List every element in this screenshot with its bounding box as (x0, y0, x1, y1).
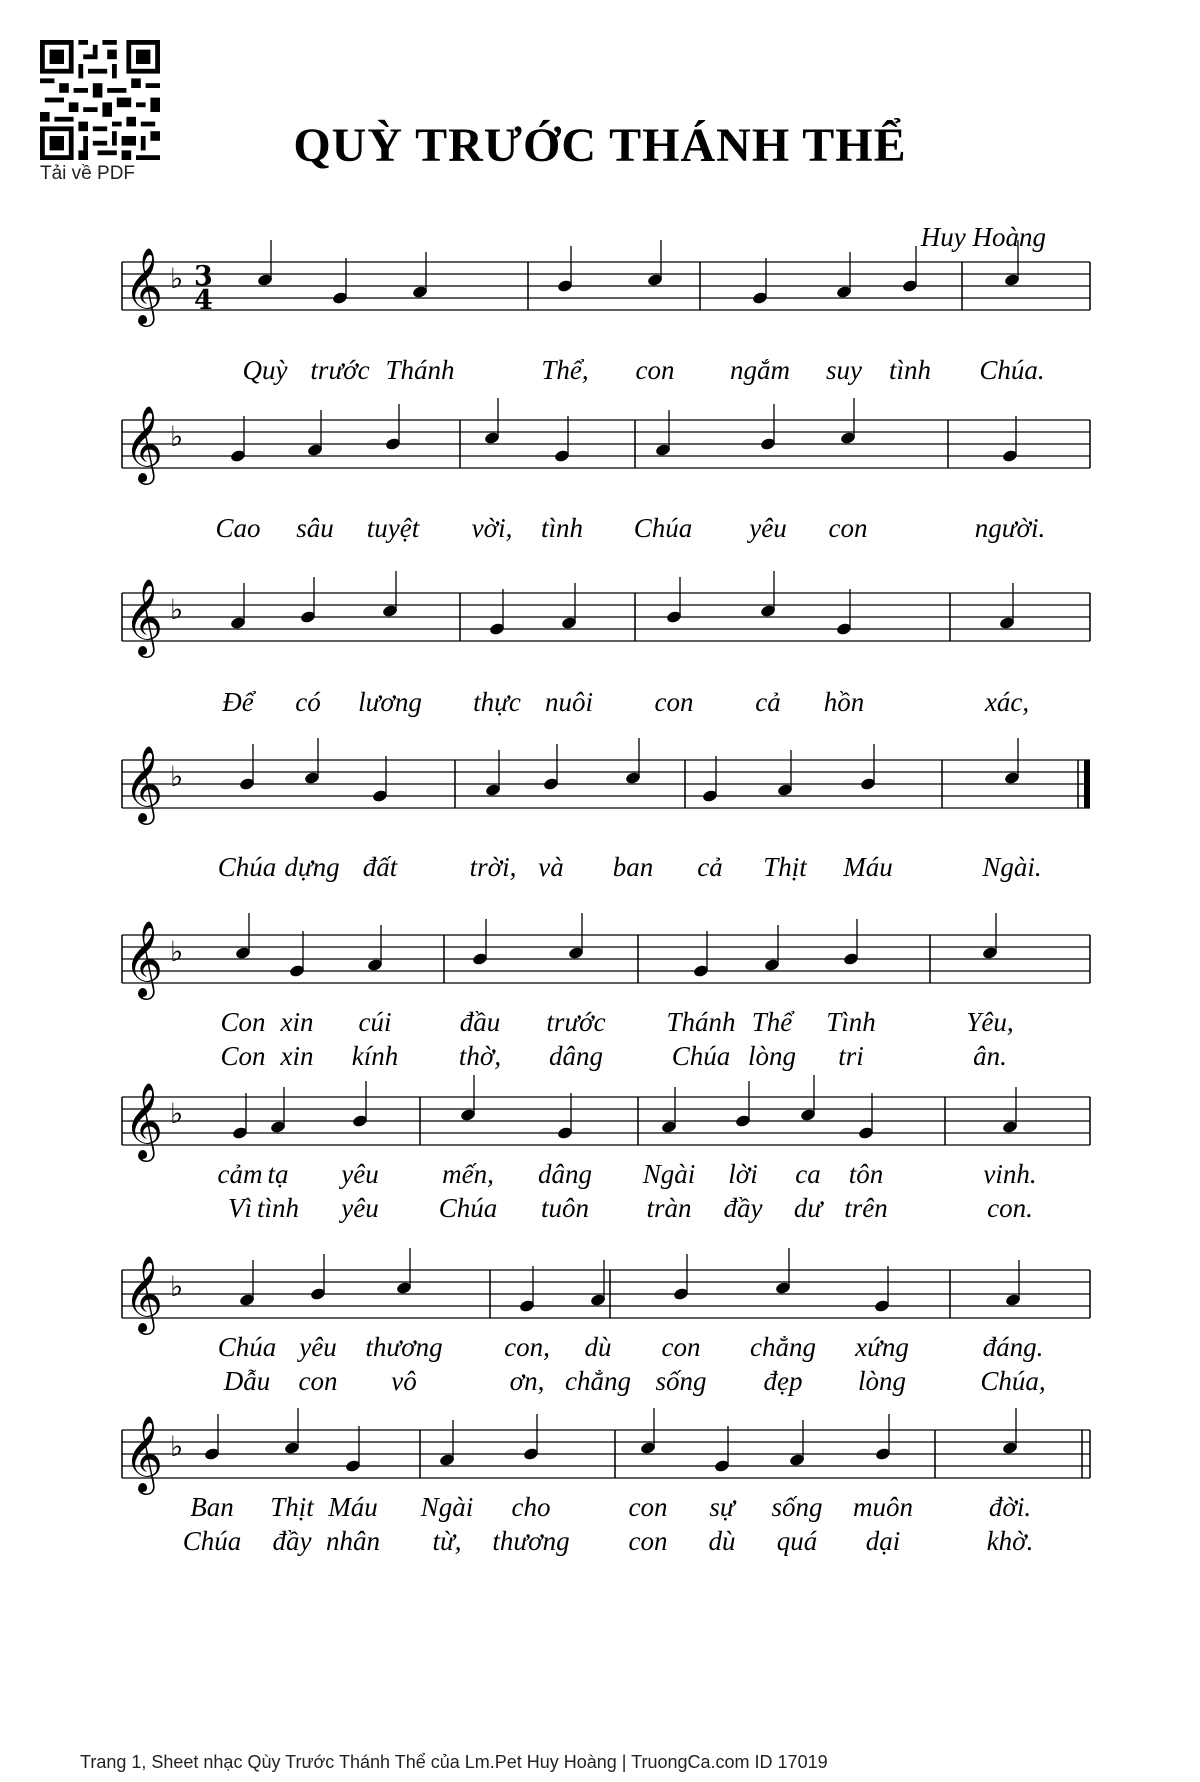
lyric-syllable: có (295, 687, 321, 717)
time-signature-bottom: 4 (194, 285, 213, 316)
lyric-syllable: Để (222, 687, 254, 717)
lyric-syllable: cúi (358, 1007, 392, 1037)
lyric-syllable: con, (504, 1332, 550, 1362)
lyric-syllable: lòng (747, 1041, 797, 1071)
final-barline (1084, 760, 1090, 808)
lyric-syllable: lương (358, 687, 422, 717)
lyric-syllable: Máu (843, 852, 893, 882)
staff (0, 232, 1200, 342)
music-system (0, 1067, 1200, 1257)
lyric-syllable: tôn (848, 1159, 884, 1189)
lyric-syllable: xứng (855, 1332, 909, 1362)
lyric-syllable: sự (709, 1492, 735, 1522)
lyric-syllable: đáng. (982, 1332, 1044, 1362)
lyric-syllable: Ngài (642, 1159, 696, 1189)
key-signature-flat-icon: ♭ (170, 760, 184, 793)
music-system (0, 390, 1200, 580)
lyric-syllable: vinh. (983, 1159, 1037, 1189)
lyric-syllable: xin (280, 1007, 314, 1037)
lyric-syllable: đầu (459, 1007, 501, 1037)
key-signature-flat-icon: ♭ (170, 1430, 184, 1463)
lyric-syllable: Chúa (217, 1332, 277, 1362)
lyric-syllable: Chúa (671, 1041, 731, 1071)
lyric-syllable: dư (793, 1193, 823, 1223)
lyric-line (0, 1366, 1200, 1400)
lyric-syllable: ban (612, 852, 654, 882)
lyric-syllable: trước (310, 355, 370, 385)
lyric-syllable: Chúa, (980, 1366, 1046, 1396)
treble-clef-icon: 𝄞 (124, 405, 164, 482)
staff (0, 563, 1200, 673)
lyric-syllable: muôn (853, 1492, 913, 1522)
treble-clef-icon: 𝄞 (124, 745, 164, 822)
lyric-syllable: tạ (267, 1159, 289, 1189)
lyric-syllable: Máu (328, 1492, 378, 1522)
lyric-syllable: trên (844, 1193, 888, 1223)
lyric-syllable: yêu (749, 513, 787, 543)
lyric-syllable: và (538, 852, 564, 882)
lyric-syllable: con (635, 355, 675, 385)
music-system (0, 730, 1200, 920)
lyric-syllable: con (661, 1332, 701, 1362)
lyric-syllable: mến, (442, 1159, 494, 1189)
lyric-syllable: Yêu, (966, 1007, 1014, 1037)
key-signature-flat-icon: ♭ (170, 262, 184, 295)
lyric-syllable: đẹp (763, 1366, 803, 1396)
lyric-line (0, 1492, 1200, 1526)
lyric-syllable: sống (655, 1366, 707, 1396)
lyric-syllable: Thể, (541, 355, 589, 385)
lyric-syllable: tri (838, 1041, 864, 1071)
lyric-syllable: lời (728, 1159, 758, 1189)
lyric-syllable: dù (708, 1526, 736, 1556)
lyric-syllable: xác, (984, 687, 1030, 717)
lyric-syllable: con (628, 1492, 668, 1522)
lyric-syllable: ca (795, 1159, 821, 1189)
lyric-line (0, 1193, 1200, 1227)
treble-clef-icon: 𝄞 (124, 920, 164, 997)
lyric-line (0, 1007, 1200, 1041)
treble-clef-icon: 𝄞 (124, 247, 164, 324)
lyric-line (0, 1526, 1200, 1560)
lyric-syllable: người. (974, 513, 1046, 543)
lyric-line (0, 852, 1200, 886)
lyric-syllable: dù (584, 1332, 612, 1362)
lyric-syllable: vô (391, 1366, 417, 1396)
lyric-syllable: tình (540, 513, 584, 543)
lyric-syllable: Chúa (633, 513, 693, 543)
staff (0, 390, 1200, 500)
staff (0, 905, 1200, 1015)
lyric-syllable: Chúa (217, 852, 277, 882)
lyric-line (0, 687, 1200, 721)
lyric-syllable: tình (888, 355, 932, 385)
lyric-syllable: Con (220, 1041, 266, 1071)
lyric-syllable: Thể (751, 1007, 793, 1037)
lyric-syllable: đầy (272, 1526, 312, 1556)
lyric-syllable: trước (546, 1007, 606, 1037)
key-signature-flat-icon: ♭ (170, 420, 184, 453)
lyric-syllable: trời, (469, 852, 517, 882)
download-pdf-link[interactable]: Tải về PDF (40, 163, 136, 184)
composer-name: Huy Hoàng (920, 222, 1046, 252)
lyric-syllable: yêu (341, 1159, 379, 1189)
lyric-syllable: Thịt (270, 1492, 314, 1522)
lyric-syllable: Chúa. (979, 355, 1045, 385)
lyric-syllable: kính (351, 1041, 399, 1071)
lyric-syllable: con (654, 687, 694, 717)
staff (0, 730, 1200, 840)
lyric-syllable: nuôi (544, 687, 594, 717)
lyric-syllable: thờ, (458, 1041, 502, 1071)
lyric-line (0, 513, 1200, 547)
lyric-syllable: yêu (299, 1332, 337, 1362)
lyric-syllable: Thịt (763, 852, 807, 882)
lyric-syllable: Con (220, 1007, 266, 1037)
lyric-syllable: tràn (646, 1193, 692, 1223)
lyric-syllable: Thánh (385, 355, 455, 385)
lyric-syllable: chẳng (750, 1332, 816, 1362)
lyric-syllable: đầy (723, 1193, 763, 1223)
time-signature-top: 3 (194, 261, 213, 292)
lyric-syllable: Tình (826, 1007, 876, 1037)
lyric-line (0, 1159, 1200, 1193)
lyric-syllable: Dẫu (223, 1366, 271, 1396)
lyric-syllable: con (828, 513, 868, 543)
lyric-syllable: lòng (857, 1366, 907, 1396)
key-signature-flat-icon: ♭ (170, 935, 184, 968)
lyric-syllable: sâu (296, 513, 334, 543)
lyric-syllable: Thánh (666, 1007, 736, 1037)
lyric-syllable: sống (771, 1492, 823, 1522)
lyric-syllable: Chúa (438, 1193, 498, 1223)
lyric-syllable: từ, (432, 1526, 462, 1556)
lyric-syllable: dựng (284, 852, 340, 882)
lyric-syllable: cả (697, 852, 723, 882)
lyric-syllable: cho (511, 1492, 551, 1522)
lyric-syllable: con. (987, 1193, 1033, 1223)
lyric-syllable: thương (492, 1526, 570, 1556)
music-system (0, 1400, 1200, 1590)
treble-clef-icon: 𝄞 (124, 578, 164, 655)
lyric-syllable: thực (473, 687, 521, 717)
lyric-syllable: xin (280, 1041, 314, 1071)
lyric-line (0, 1332, 1200, 1366)
lyric-syllable: Chúa (182, 1526, 242, 1556)
lyric-syllable: con (628, 1526, 668, 1556)
song-title: QUỲ TRƯỚC THÁNH THỂ (293, 119, 907, 172)
treble-clef-icon: 𝄞 (124, 1082, 164, 1159)
lyric-syllable: Ngài. (982, 852, 1042, 882)
lyric-line (0, 355, 1200, 389)
lyric-syllable: dâng (538, 1159, 592, 1189)
treble-clef-icon: 𝄞 (124, 1255, 164, 1332)
lyric-syllable: tình (256, 1193, 300, 1223)
lyric-syllable: cả (755, 687, 781, 717)
key-signature-flat-icon: ♭ (170, 593, 184, 626)
music-system (0, 563, 1200, 753)
lyric-syllable: dâng (549, 1041, 603, 1071)
lyric-syllable: đời. (988, 1492, 1032, 1522)
lyric-syllable: vời, (471, 513, 513, 543)
lyric-syllable: cảm (217, 1159, 263, 1189)
lyric-syllable: thương (365, 1332, 443, 1362)
lyric-syllable: nhân (326, 1526, 380, 1556)
lyric-syllable: con (298, 1366, 338, 1396)
key-signature-flat-icon: ♭ (170, 1270, 184, 1303)
treble-clef-icon: 𝄞 (124, 1415, 164, 1492)
lyric-syllable: yêu (341, 1193, 379, 1223)
lyric-syllable: ngắm (730, 355, 790, 385)
lyric-syllable: tuôn (540, 1193, 590, 1223)
lyric-syllable: hồn (823, 687, 865, 717)
key-signature-flat-icon: ♭ (170, 1097, 184, 1130)
lyric-syllable: quá (776, 1526, 818, 1556)
lyric-syllable: dại (865, 1526, 901, 1556)
lyric-syllable: Quỳ (242, 355, 288, 385)
lyric-syllable: chẳng (565, 1366, 631, 1396)
lyric-syllable: ơn, (509, 1366, 545, 1396)
lyric-syllable: khờ. (986, 1526, 1034, 1556)
page-footer: Trang 1, Sheet nhạc Qùy Trước Thánh Thể của Lm.Pet Huy Hoàng | TruongCa.com ID 17019 (80, 1752, 828, 1772)
lyric-syllable: Vì (228, 1193, 252, 1223)
lyric-syllable: ân. (973, 1041, 1007, 1071)
lyric-syllable: Ngài (420, 1492, 474, 1522)
lyric-syllable: tuyệt (366, 513, 420, 543)
lyric-syllable: Ban (190, 1492, 234, 1522)
lyric-syllable: đất (362, 852, 398, 882)
lyric-syllable: Cao (215, 513, 261, 543)
lyric-syllable: suy (826, 355, 862, 385)
